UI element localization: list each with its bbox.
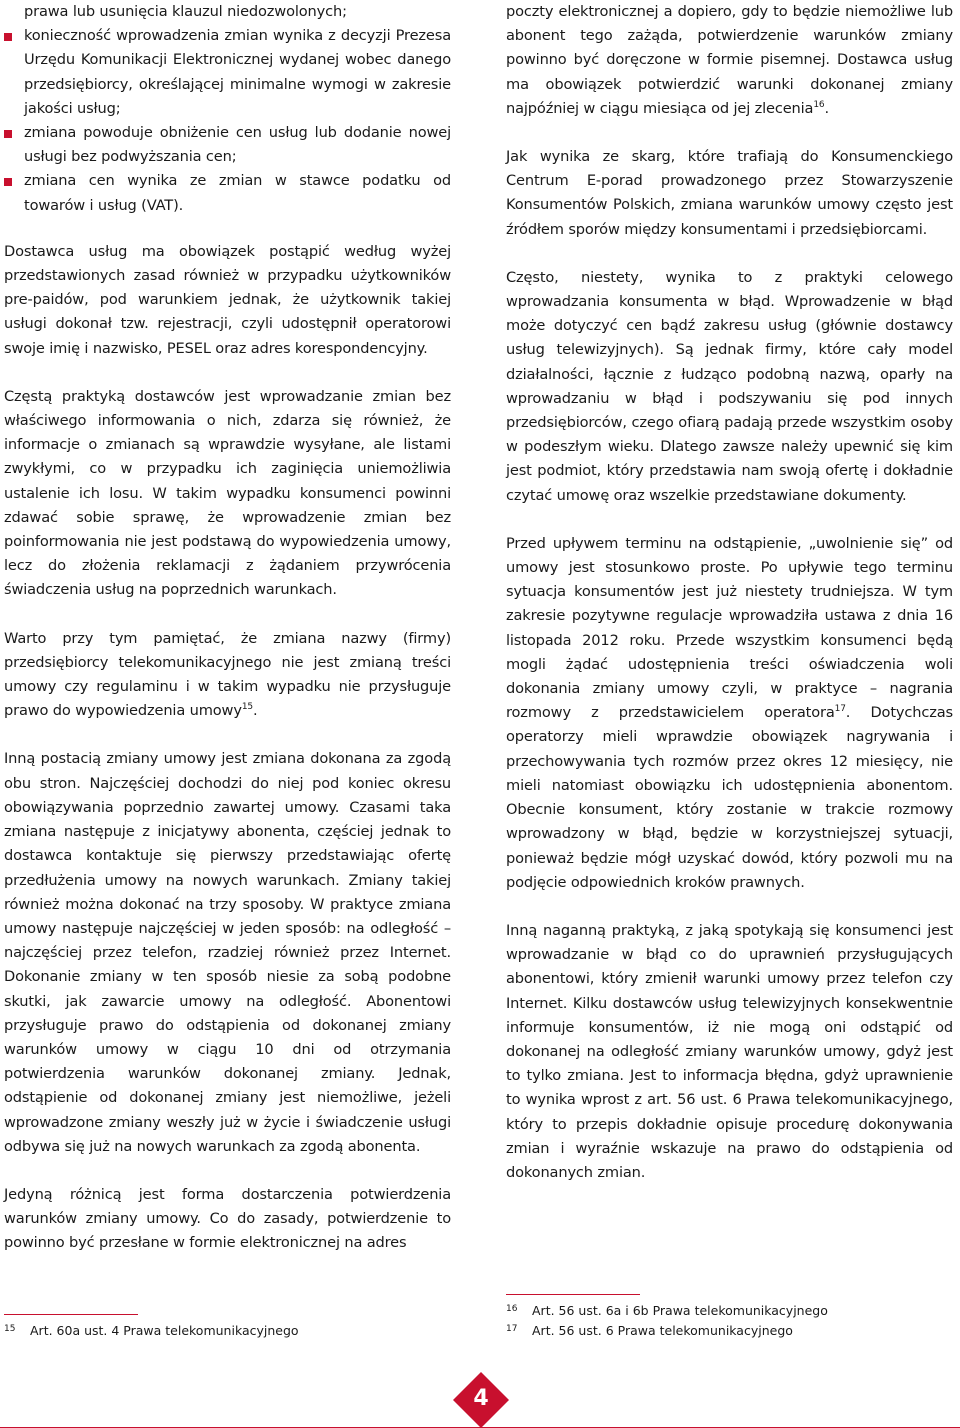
list-item-text: zmiana cen wynika ze zmian w stawce podatku od towarów i usług (VAT). — [24, 172, 451, 214]
footnote-ref: 15 — [241, 702, 253, 713]
paragraph-confirmation — [506, 0, 953, 121]
left-column — [4, 0, 451, 1256]
paragraph-misleading: Często, niestety, wynika to z praktyki celowego wprowadzania konsumenta w błąd. Wprowadzenie w błąd może dotyczyć cen bądź zakresu usług (głównie dostawcy usług telewizyjnych). Są jednak firmy, które cały model działalności, łącznie z łudząco podobną nazwą, oparły na wprowadzaniu w błąd i podszywaniu się pod innych przedsiębiorców, czego ofiarą padają przede wszystkim osoby w podeszłym wieku. Dlatego zawsze należy upewnić się kim jest podmiot, który przedstawia nam swoją ofertę i dokładnie czytać umowę oraz wszelkie przedstawiane dokumenty. — [506, 268, 953, 504]
bullet-icon — [4, 178, 12, 186]
paragraph-text: poczty elektronicznej a dopiero, gdy to będzie niemożliwe lub abonent tego zażąda, potwierdzenie warunków zmiany powinno być doręczone w formie pisemnej. Dostawca usług ma obowiązek potwierdzić warunki dokonanej zmiany najpóźniej w ciągu miesiąca od jej zlecenia — [506, 3, 953, 117]
paragraph-difference: Jedyną różnicą jest forma dostarczenia potwierdzenia warunków zmiany umowy. Co do zasady, potwierdzenie to powinno być przesłane w formie elektronicznej na adres — [4, 1185, 451, 1252]
footnote — [4, 1320, 299, 1340]
paragraph-text: Warto przy tym pamiętać, że zmiana nazwy (firmy) przedsiębiorcy telekomunikacyjnego nie jest zmianą treści umowy czy regulaminu i w takim wypadku nie przysługuje prawo do wypowiedzenia umowy — [4, 629, 451, 720]
footnote-number: 15 — [4, 1324, 16, 1334]
page-number: 4 — [473, 1386, 489, 1411]
list-item-text: konieczność wprowadzenia zmian wynika z decyzji Prezesa Urzędu Komunikacji Elektronicznej wydanej wobec danego przedsiębiorcy, określającej minimalne wymogi w zakresie jakości usług; — [24, 27, 451, 117]
footnote-text: Art. 56 ust. 6 Prawa telekomunikacyjnego — [532, 1323, 793, 1338]
paragraph-practice: Częstą praktyką dostawców jest wprowadzanie zmian bez właściwego informowania o nich, zdarza się również, że informacje o zmianach są wprawdzie wysyłane, ale listami zwykłymi, co w przypadku ich zaginięcia uniemożliwia ustalenie ich losu. W takim wypadku konsumenci powinni zdawać sobie sprawę, że wprowadzenie zmian bez poinformowania nie jest podstawą do wypowiedzenia umowy, lecz do złożenia reklamacji z żądaniem przywrócenia świadczenia usług na poprzednich warunkach. — [4, 387, 451, 599]
footnote-divider — [506, 1294, 640, 1295]
list-item — [4, 24, 451, 121]
list-item — [4, 121, 451, 169]
footnote-ref: 16 — [813, 99, 825, 110]
footnote — [506, 1300, 828, 1320]
footnote-ref: 17 — [834, 704, 846, 715]
list-item-text: prawa lub usunięcia klauzul niedozwolonych; — [24, 3, 347, 20]
paragraph-prepaid: Dostawca usług ma obowiązek postąpić według wyżej przedstawionych zasad również w przypadku użytkowników pre-paidów, pod warunkiem jednak, że użytkownik takiej usługi dokonał tzw. rejestracji, czyli udostępnił operatorowi swoje imię i nazwisko, PESEL oraz adres korespondencyjny. — [4, 242, 451, 357]
paragraph-end: . — [253, 702, 258, 720]
paragraph-withdrawal — [506, 532, 953, 895]
right-column — [506, 0, 953, 1185]
footnote — [506, 1320, 793, 1340]
paragraph-mutual-change: Inną postacią zmiany umowy jest zmiana dokonana za zgodą obu stron. Najczęściej dochodzi do niej pod koniec okresu obowiązywania poprzednio zawartej umowy. Czasami taka zmiana następuje z inicjatywy abonenta, częściej jednak to dostawca kontaktuje się pierwszy przedstawiając ofertę przedłużenia umowy na nowych warunkach. Zmiany takiej również można dokonać na trzy sposoby. W praktyce zmiana umowy następuje najczęściej w jeden sposób: na odległość – najczęściej przez telefon, rzadziej również przez Internet. Dokonanie zmiany w ten sposób niesie za sobą podobne skutki, jak zawarcie umowy na odległość. Abonentowi przysługuje prawo do odstąpienia od dokonanej zmiany warunków umowy w ciągu 10 dni od otrzymania potwierdzenia warunków dokonanej zmiany. Jednak, odstąpienie od dokonanej zmiany jest niemożliwe, jeżeli wprowadzone zmiany weszły już w życie i świadczenie usługi odbywa się już na nowych warunkach za zgodą abonenta. — [4, 750, 451, 1155]
paragraph-text-continued: . Dotychczas operatorzy mieli wprawdzie obowiązek nagrywania i przechowywania tych rozmów przez okres 12 miesięcy, nie mieli natomiast obowiązku ich udostępnienia abonentom. Obecnie konsument, który zostanie w trakcie rozmowy wprowadzony w błąd, będzie w korzystniejszej sytuacji, ponieważ będzie mógł uzyskać dowód, który pozwoli mu na podjęcie odpowiednich kroków prawnych. — [506, 704, 953, 891]
paragraph-name-change — [4, 627, 451, 724]
bullet-icon — [4, 130, 12, 138]
footnote-number: 17 — [506, 1324, 518, 1334]
list-item — [4, 0, 451, 24]
list-item — [4, 169, 451, 217]
paragraph-bad-practice: Inną naganną praktyką, z jaką spotykają się konsumenci jest wprowadzanie w błąd co do uprawnień przysługujących abonentowi, który zmienił warunki umowy przez telefon czy Internet. Kilku dostawców usług telewizyjnych konsekwentnie informuje konsumentów, iż nie mogą oni odstąpić od dokonanej na odległość zmiany warunków umowy, gdyż jest to tylko zmiana. Jest to informacja błędna, gdyż uprawnienie to wynika wprost z art. 56 ust. 6 Prawa telekomunikacyjnego, który to przepis dokładnie opisuje procedurę dokonywania zmian i wyraźnie wskazuje na prawo do odstąpienia od dokonanych zmian. — [506, 921, 953, 1181]
conditions-list — [4, 0, 451, 218]
paragraph-complaints: Jak wynika ze skarg, które trafiają do Konsumenckiego Centrum E-porad prowadzonego przez Stowarzyszenie Konsumentów Polskich, zmiana warunków umowy często jest źródłem sporów między konsumentami i przedsiębiorcami. — [506, 148, 953, 238]
bullet-icon — [4, 33, 12, 41]
footnote-text: Art. 60a ust. 4 Prawa telekomunikacyjnego — [30, 1323, 299, 1338]
footnote-divider — [4, 1314, 138, 1315]
paragraph-text: Przed upływem terminu na odstąpienie, „uwolnienie się” od umowy jest stosunkowo proste. Po upływie tego terminu sytuacja konsumentów jest już niestety trudniejsza. W tym zakresie pozytywne regulacje wprowadziła ustawa z dnia 16 listopada 2012 roku. Przede wszystkim konsumenci będą mogli żądać udostępnienia treści oświadczenia woli dokonania zmiany umowy czyli, w praktyce – nagrania rozmowy z przedstawicielem operatora — [506, 534, 953, 722]
footnote-number: 16 — [506, 1304, 518, 1314]
paragraph-end: . — [824, 99, 829, 117]
list-item-text: zmiana powoduje obniżenie cen usług lub dodanie nowej usługi bez podwyższania cen; — [24, 124, 451, 166]
footnote-text: Art. 56 ust. 6a i 6b Prawa telekomunikacyjnego — [532, 1303, 828, 1318]
